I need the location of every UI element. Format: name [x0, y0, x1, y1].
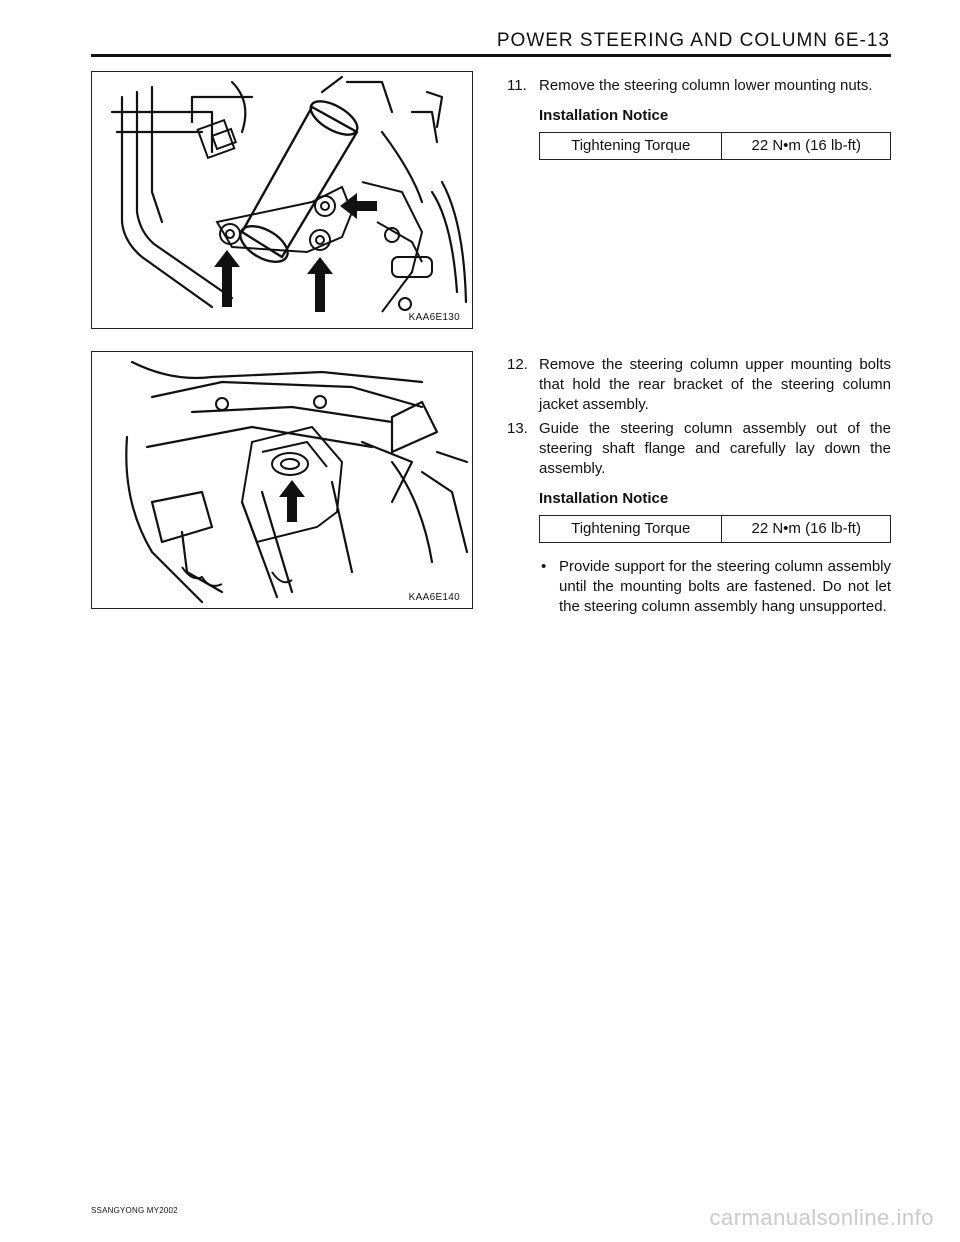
- torque-label-cell: Tightening Torque: [540, 516, 722, 543]
- torque-value-cell: 22 N•m (16 lb-ft): [722, 516, 891, 543]
- page-header-title: POWER STEERING AND COLUMN 6E-13: [496, 30, 890, 51]
- step-12: [507, 355, 891, 415]
- arrow-up-left: [214, 250, 240, 307]
- step-number: 12.: [507, 356, 528, 373]
- footer-text: SSANGYONG MY2002: [91, 1206, 178, 1215]
- torque-table: [539, 515, 891, 543]
- step-13: [507, 419, 891, 479]
- table-row: [540, 516, 891, 543]
- header-rule: [91, 54, 891, 57]
- installation-notice-heading: Installation Notice: [539, 107, 669, 124]
- step-text: Guide the steering column assembly out of the steering shaft flange and carefully lay down the assembly.: [539, 420, 891, 477]
- step-number: 13.: [507, 420, 528, 437]
- section-lower-mounting: [507, 76, 891, 160]
- watermark: carmanualsonline.info: [709, 1205, 934, 1230]
- torque-value-cell: 22 N•m (16 lb-ft): [722, 133, 891, 160]
- support-bullet: [507, 557, 891, 617]
- bullet-icon: •: [541, 558, 547, 575]
- installation-notice-heading: Installation Notice: [539, 490, 669, 507]
- figure-label: KAA6E140: [408, 592, 460, 603]
- step-number: 11.: [507, 77, 527, 94]
- figure-lower-mounting-nuts: [91, 71, 473, 329]
- figure-label: KAA6E130: [408, 312, 460, 323]
- step-text: Remove the steering column lower mounting nuts.: [539, 77, 873, 94]
- illustration-lower-column: [92, 72, 472, 328]
- arrow-up: [279, 480, 305, 522]
- step-11: [507, 76, 891, 96]
- arrow-up-right: [307, 257, 333, 312]
- figure-upper-mounting-bolts: [91, 351, 473, 609]
- bullet-text: Provide support for the steering column assembly until the mounting bolts are fastened. Do not let the steering column assembly hang unsupported.: [559, 558, 891, 615]
- table-row: [540, 133, 891, 160]
- torque-label-cell: Tightening Torque: [540, 133, 722, 160]
- step-text: Remove the steering column upper mounting bolts that hold the rear bracket of the steering column jacket assembly.: [539, 356, 891, 413]
- section-upper-mounting: [507, 355, 891, 617]
- illustration-upper-column: [92, 352, 472, 608]
- torque-table: [539, 132, 891, 160]
